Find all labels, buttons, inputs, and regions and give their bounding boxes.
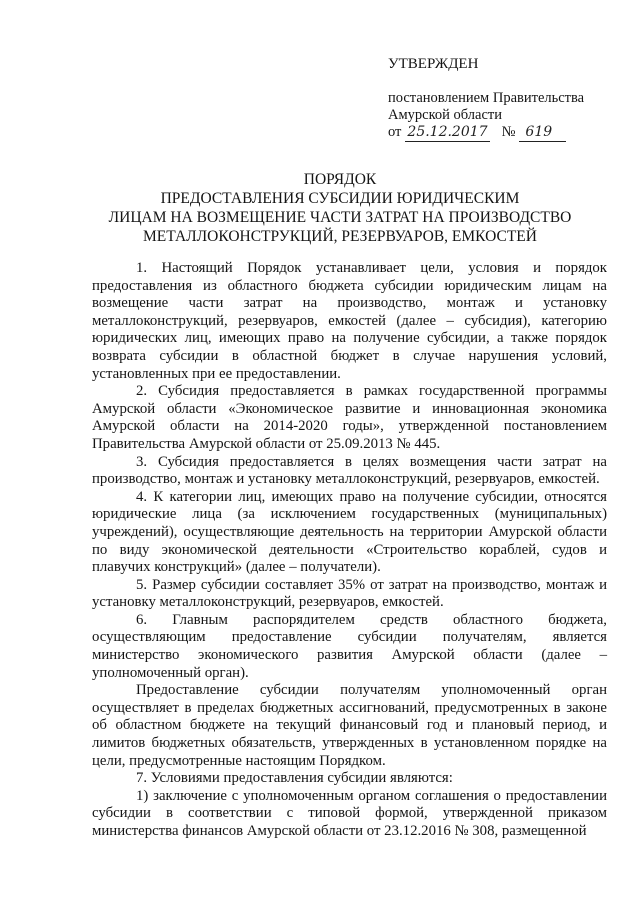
title-line-1: ПОРЯДОК	[303, 171, 377, 188]
document-title	[90, 170, 590, 246]
title-line-2: ПРЕДОСТАВЛЕНИЯ СУБСИДИИ ЮРИДИЧЕСКИМ	[160, 190, 520, 207]
resolution-line-1: постановлением Правительства	[388, 90, 585, 106]
approved-label: УТВЕРЖДЕН	[388, 56, 479, 72]
number-label: №	[501, 124, 516, 140]
document-body	[92, 260, 607, 841]
paragraph-6-continued: Предоставление субсидии получателям уполномоченный орган осуществляет в пределах бюджетных ассигнований, предусмотренных в законе об областном бюджете на текущий финансовый год и плановый период, и лимитов бюджетных обязательств, утвержденных в установленном порядке на цели, предусмотренные настоящим Порядком.	[92, 682, 607, 769]
title-line-3: ЛИЦАМ НА ВОЗМЕЩЕНИЕ ЧАСТИ ЗАТРАТ НА ПРОИЗВОДСТВО	[108, 209, 572, 226]
handwritten-date: 25.12.2017	[407, 124, 488, 140]
resolution-line-2: Амурской области	[388, 107, 502, 123]
from-label: от	[388, 124, 402, 140]
paragraph-2: 2. Субсидия предоставляется в рамках государственной программы Амурской области «Экономическое развитие и инновационная экономика Амурской области на 2014-2020 годы», утвержденной постановлением Правительства Амурской области от 25.09.2013 № 445.	[92, 383, 607, 452]
order-date-number	[388, 124, 584, 142]
paragraph-4: 4. К категории лиц, имеющих право на получение субсидии, относятся юридические лица (за исключением государственных (муниципальных) учреждений), осуществляющие деятельность на территории Амурской области по виду экономической деятельности «Строительство кораблей, судов и плавучих конструкций» (далее – получатели).	[92, 488, 607, 576]
paragraph-6: 6. Главным распорядителем средств областного бюджета, осуществляющим предоставление субсидии получателям, является министерство экономического развития Амурской области (далее – уполномоченный орган).	[92, 611, 607, 681]
paragraph-1: 1. Настоящий Порядок устанавливает цели, условия и порядок предоставления из областного бюджета субсидии юридическим лицам на возмещение части затрат на производство, монтаж и установку металлоконструкций, резервуаров, емкостей (далее – субсидия), категорию юридических лиц, имеющих право на получение субсидии, а также порядок возврата субсидии в областной бюджет в случае нарушения условий, установленных при ее предоставлении.	[92, 260, 607, 382]
title-line-4: МЕТАЛЛОКОНСТРУКЦИЙ, РЕЗЕРВУАРОВ, ЕМКОСТЕЙ	[143, 228, 537, 245]
handwritten-number: 619	[519, 124, 566, 142]
paragraph-7-item-1: 1) заключение с уполномоченным органом соглашения о предоставлении субсидии в соответствии с типовой формой, утвержденной приказом министерства финансов Амурской области от 23.12.2016 № 308, размещенной	[92, 787, 607, 839]
paragraph-5: 5. Размер субсидии составляет 35% от затрат на производство, монтаж и установку металлоконструкций, резервуаров, емкостей.	[92, 576, 607, 611]
paragraph-7: 7. Условиями предоставления субсидии являются:	[136, 770, 453, 787]
approval-block	[388, 90, 584, 142]
paragraph-3: 3. Субсидия предоставляется в целях возмещения части затрат на производство, монтаж и установку металлоконструкций, резервуаров, емкостей.	[92, 453, 607, 488]
